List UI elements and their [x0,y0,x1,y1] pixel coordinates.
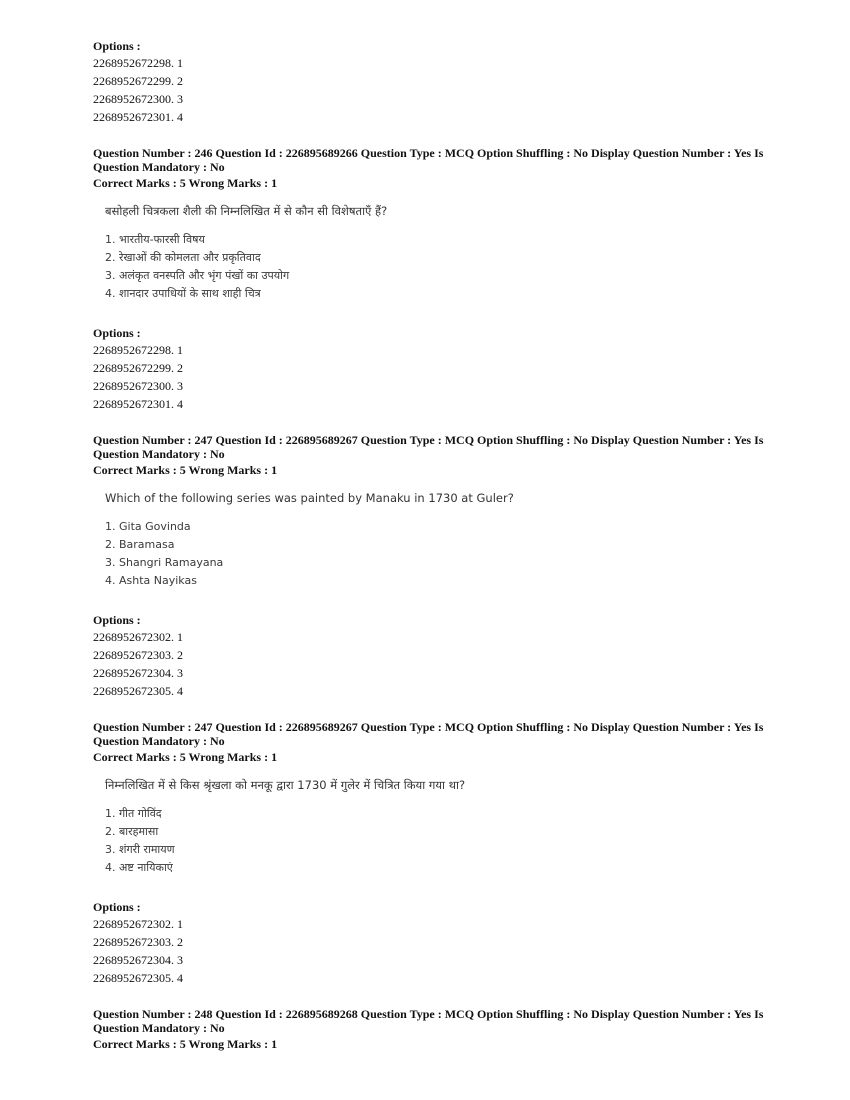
option-line: 2268952672302. 1 [93,917,183,931]
question-block-247-hi [93,720,773,987]
option-line: 2268952672304. 3 [93,666,183,680]
question-text: Which of the following series was painted by Manaku in 1730 at Guler? [105,491,514,505]
question-block-247-en [93,433,773,700]
option-line: 2268952672303. 2 [93,648,183,662]
option-line: 2268952672300. 3 [93,379,183,393]
question-text: निम्नलिखित में से किस श्रृंखला को मनकू द्वारा 1730 में गुलेर में चित्रित किया गया था? [105,778,466,792]
option-line: 2268952672305. 4 [93,684,183,698]
question-marks: Correct Marks : 5 Wrong Marks : 1 [93,1037,278,1051]
question-marks: Correct Marks : 5 Wrong Marks : 1 [93,750,278,764]
question-mandatory: Question Mandatory : No [93,1021,225,1035]
question-mandatory: Question Mandatory : No [93,160,225,174]
question-header: Question Number : 246 Question Id : 226895689266 Question Type : MCQ Option Shuffling : No Display Question Number : Yes Is [93,146,764,160]
choice-item: 1. गीत गोविंद [105,807,162,820]
question-choices [105,231,773,303]
options-label: Options : [93,900,141,914]
question-header: Question Number : 247 Question Id : 226895689267 Question Type : MCQ Option Shuffling : No Display Question Number : Yes Is [93,433,764,447]
question-choices [105,518,773,590]
options-label: Options : [93,613,141,627]
question-image [105,490,773,590]
option-line: 2268952672298. 1 [93,56,183,70]
choice-item: 4. अष्ट नायिकाएं [105,861,173,874]
choice-item: 2. रेखाओं की कोमलता और प्रकृतिवाद [105,251,261,264]
choice-item: 2. बारहमासा [105,825,159,838]
choice-item: 2. Baramasa [105,538,175,551]
option-line: 2268952672298. 1 [93,343,183,357]
choice-item: 1. Gita Govinda [105,520,191,533]
choice-item: 4. शानदार उपाधियों के साथ शाही चित्र [105,287,261,300]
question-marks: Correct Marks : 5 Wrong Marks : 1 [93,176,278,190]
option-line: 2268952672305. 4 [93,971,183,985]
question-header: Question Number : 248 Question Id : 226895689268 Question Type : MCQ Option Shuffling : No Display Question Number : Yes Is [93,1007,764,1021]
option-line: 2268952672301. 4 [93,110,183,124]
document-page [93,38,773,1052]
option-line: 2268952672300. 3 [93,92,183,106]
choice-item: 3. अलंकृत वनस्पति और भृंग पंखों का उपयोग [105,269,290,282]
question-header: Question Number : 247 Question Id : 226895689267 Question Type : MCQ Option Shuffling : No Display Question Number : Yes Is [93,720,764,734]
question-text: बसोहली चित्रकला शैली की निम्नलिखित में से कौन सी विशेषताएँ हैं? [105,204,388,218]
option-line: 2268952672299. 2 [93,361,183,375]
options-label: Options : [93,326,141,340]
question-image [105,777,773,877]
option-line: 2268952672304. 3 [93,953,183,967]
question-marks: Correct Marks : 5 Wrong Marks : 1 [93,463,278,477]
option-line: 2268952672302. 1 [93,630,183,644]
question-block-246 [93,146,773,413]
question-choices [105,805,773,877]
choice-item: 4. Ashta Nayikas [105,574,197,587]
choice-item: 3. शंगरी रामायण [105,843,175,856]
options-label: Options : [93,39,141,53]
question-image [105,203,773,303]
option-line: 2268952672299. 2 [93,74,183,88]
option-line: 2268952672301. 4 [93,397,183,411]
question-mandatory: Question Mandatory : No [93,734,225,748]
options-block-top [93,38,773,126]
choice-item: 1. भारतीय-फारसी विषय [105,233,205,246]
option-line: 2268952672303. 2 [93,935,183,949]
question-mandatory: Question Mandatory : No [93,447,225,461]
question-block-248 [93,1007,773,1052]
choice-item: 3. Shangri Ramayana [105,556,224,569]
